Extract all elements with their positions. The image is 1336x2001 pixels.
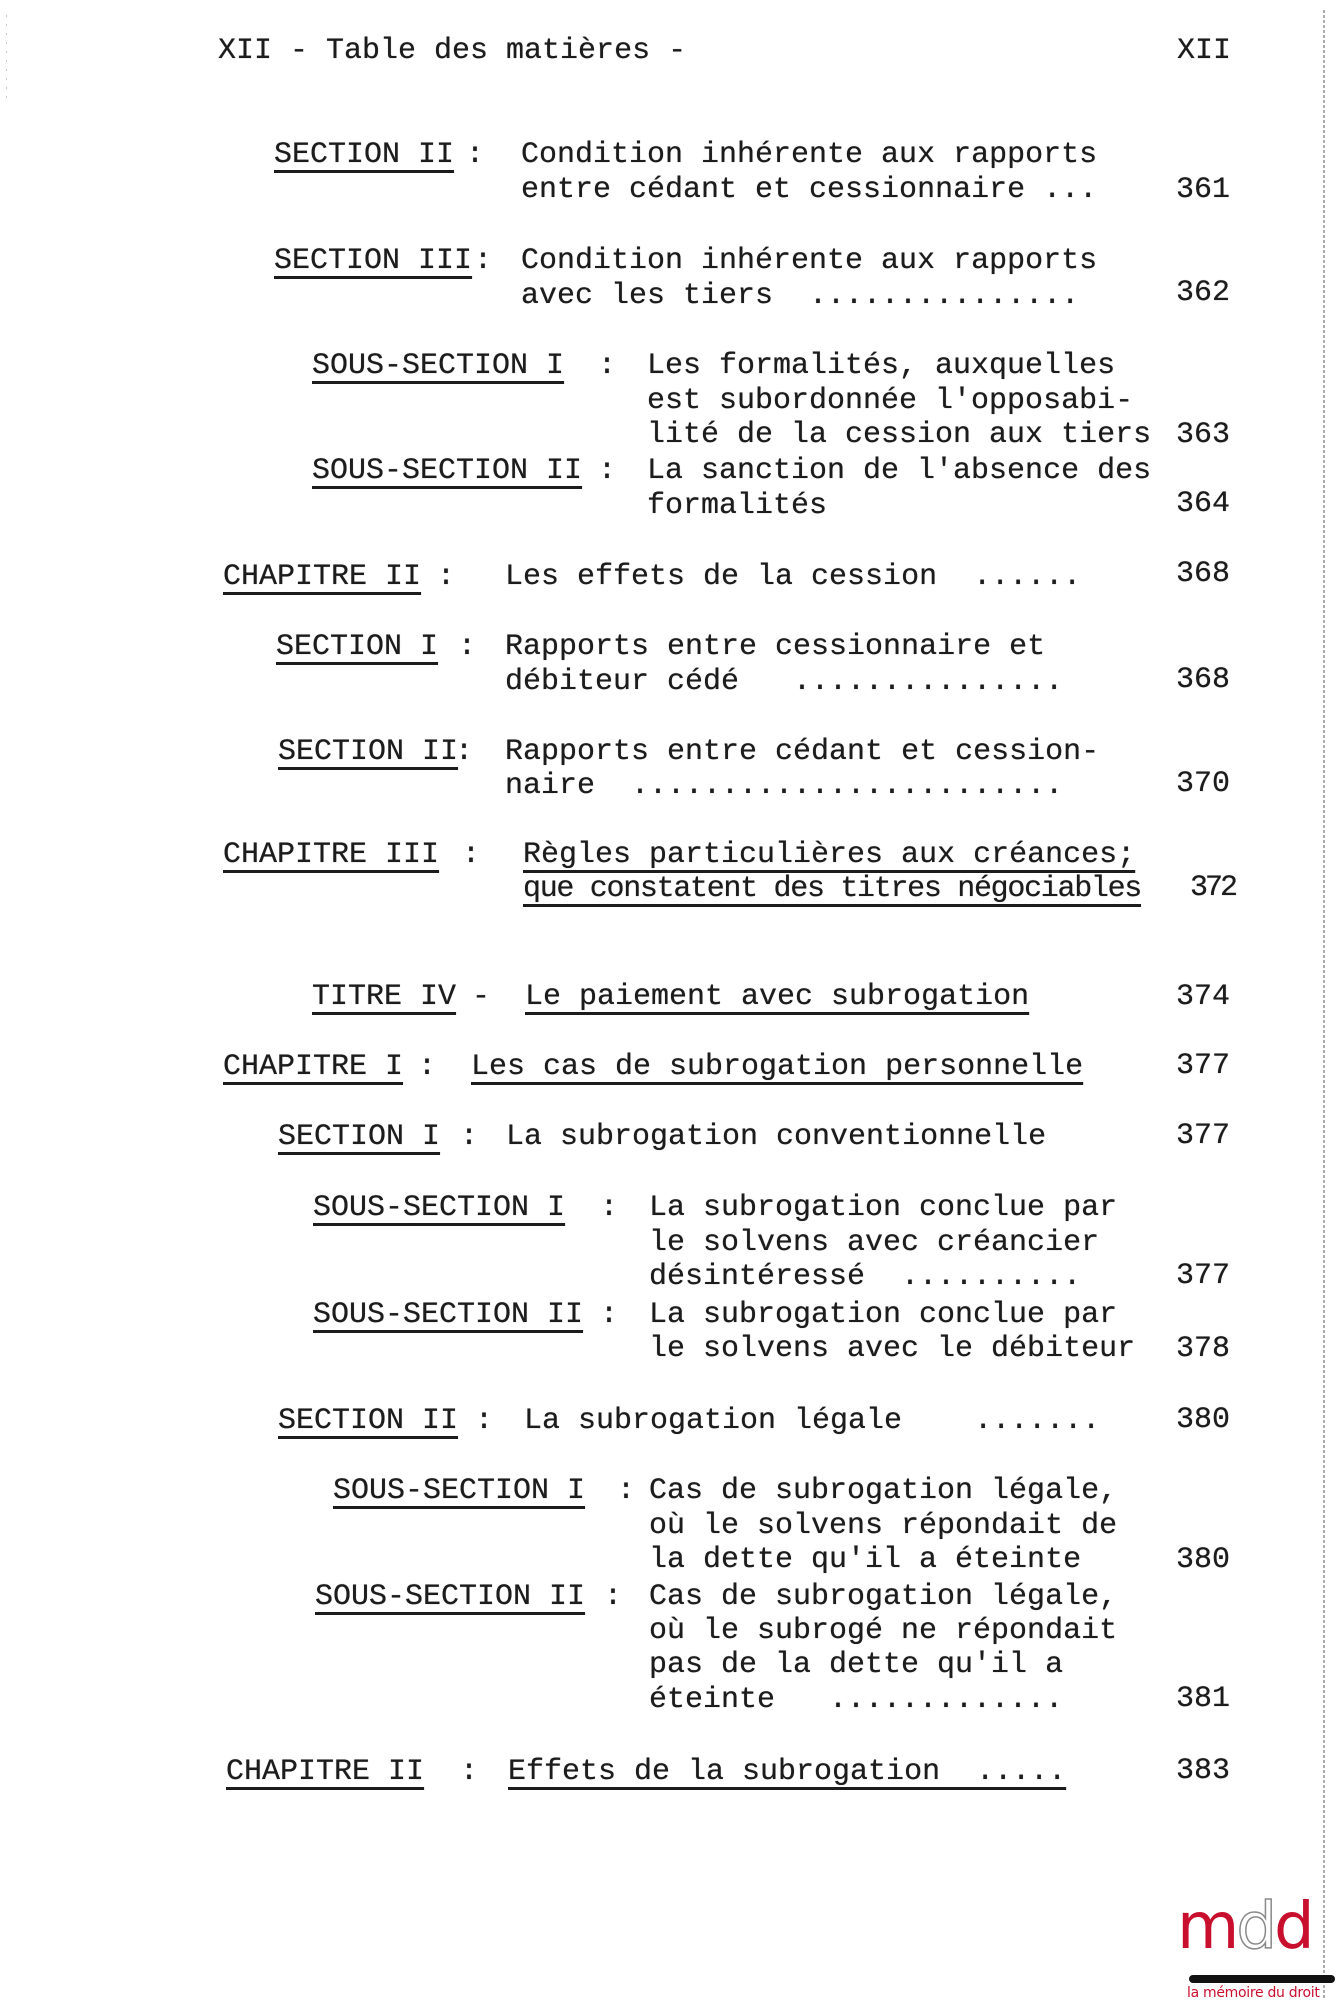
logo-letter-m: m (1177, 1890, 1237, 1964)
toc-separator: : (617, 1474, 636, 1508)
toc-label: SOUS-SECTION I (313, 1191, 566, 1225)
toc-label: SECTION III (274, 244, 473, 278)
toc-page-number: 368 (1175, 557, 1230, 591)
toc-label: SOUS-SECTION II (315, 1580, 586, 1614)
toc-text-line: La subrogation conventionnelle (506, 1120, 1047, 1154)
toc-label: SECTION II (278, 735, 459, 769)
toc-label: SECTION I (278, 1120, 441, 1154)
toc-page-number: 370 (1175, 767, 1230, 801)
toc-separator: : (460, 1755, 479, 1789)
toc-separator: - (472, 980, 491, 1014)
toc-page-number: 364 (1175, 487, 1230, 521)
toc-text-line: Condition inhérente aux rapports (521, 244, 1098, 278)
toc-text-line: le solvens avec créancier (649, 1226, 1100, 1260)
logo-bar (1189, 1975, 1335, 1983)
logo-letter-d: d (1273, 1890, 1312, 1964)
toc-text-line: où le solvens répondait de (649, 1509, 1118, 1543)
toc-text-line: Condition inhérente aux rapports (521, 138, 1098, 172)
toc-separator: : (437, 560, 456, 594)
toc-label: SOUS-SECTION I (312, 349, 565, 383)
toc-separator: : (600, 1298, 619, 1332)
toc-text-line: éteinte ............. (649, 1683, 1064, 1717)
toc-page-number: 381 (1175, 1682, 1230, 1716)
logo-letter-d-outline: d (1236, 1890, 1274, 1964)
toc-separator: : (475, 1404, 494, 1438)
toc-text-line: débiteur cédé ............... (505, 665, 1064, 699)
toc-label: CHAPITRE II (223, 560, 422, 594)
toc-text-line: le solvens avec le débiteur (649, 1332, 1136, 1366)
toc-text-line: Rapports entre cédant et cession- (505, 735, 1100, 769)
page-header-title: XII - Table des matières - (218, 34, 687, 68)
toc-separator: : (474, 244, 493, 278)
toc-page-number: 383 (1175, 1754, 1230, 1788)
toc-separator: : (462, 838, 481, 872)
toc-page-number: 380 (1175, 1403, 1230, 1437)
logo-wordmark (1177, 1890, 1312, 1964)
toc-text-line: que constatent des titres négociables (523, 872, 1142, 906)
toc-separator: : (458, 630, 477, 664)
toc-text-line: Les formalités, auxquelles (647, 349, 1116, 383)
toc-text-line: Effets de la subrogation ..... (508, 1755, 1067, 1789)
toc-text-line: avec les tiers ............... (521, 279, 1080, 313)
toc-label: SOUS-SECTION I (333, 1474, 586, 1508)
scan-edge-right (1323, 10, 1325, 2000)
toc-text-line: formalités (647, 489, 828, 523)
toc-text-line: où le subrogé ne répondait (649, 1614, 1118, 1648)
toc-text-line: Règles particulières aux créances; (523, 838, 1136, 872)
toc-page-number: 361 (1175, 173, 1230, 207)
toc-separator: : (466, 138, 485, 172)
toc-text-line: est subordonnée l'opposabi- (647, 384, 1134, 418)
toc-text-line: La sanction de l'absence des (647, 454, 1152, 488)
toc-text-line: pas de la dette qu'il a (649, 1648, 1064, 1682)
toc-text-line: lité de la cession aux tiers (647, 418, 1152, 452)
toc-separator: : (598, 454, 617, 488)
toc-text-line: Les cas de subrogation personnelle (471, 1050, 1084, 1084)
toc-label: SECTION I (276, 630, 439, 664)
toc-text-line: Cas de subrogation légale, (649, 1474, 1118, 1508)
scan-edge-left (6, 15, 7, 105)
toc-page-number: 363 (1175, 418, 1230, 452)
toc-text-line: Cas de subrogation légale, (649, 1580, 1118, 1614)
toc-text-line: Les effets de la cession ...... (505, 560, 1082, 594)
toc-text-line: désintéressé .......... (649, 1260, 1082, 1294)
page-header-number: XII (1177, 34, 1232, 68)
toc-label: CHAPITRE II (226, 1755, 425, 1789)
toc-page-number: 377 (1175, 1119, 1230, 1153)
toc-page-number: 378 (1175, 1332, 1230, 1366)
toc-text-line: La subrogation conclue par (649, 1191, 1118, 1225)
mdd-logo (1177, 1890, 1329, 2001)
toc-label: CHAPITRE III (223, 838, 440, 872)
toc-text-line: naire ........................ (505, 769, 1064, 803)
toc-separator: : (460, 1120, 479, 1154)
toc-label: SECTION II (274, 138, 455, 172)
toc-page-number: 362 (1175, 276, 1230, 310)
toc-label: SECTION II (278, 1404, 459, 1438)
toc-page-number: 377 (1175, 1049, 1230, 1083)
toc-text-line: La subrogation conclue par (649, 1298, 1118, 1332)
toc-label: TITRE IV (312, 980, 457, 1014)
toc-page-number: 374 (1175, 980, 1230, 1014)
toc-separator: : (598, 349, 617, 383)
toc-separator: : (604, 1580, 623, 1614)
toc-page-number: 380 (1175, 1543, 1230, 1577)
toc-text-line: entre cédant et cessionnaire ... (521, 173, 1098, 207)
logo-tagline: la mémoire du droit (1187, 1985, 1320, 2001)
toc-page-number: 368 (1175, 663, 1230, 697)
toc-text-line: Le paiement avec subrogation (525, 980, 1030, 1014)
toc-separator: : (418, 1050, 437, 1084)
toc-page-number: 377 (1175, 1259, 1230, 1293)
toc-separator: : (600, 1191, 619, 1225)
toc-text-line: la dette qu'il a éteinte (649, 1543, 1082, 1577)
toc-separator: : (455, 735, 474, 769)
toc-text-line: La subrogation légale ....... (524, 1404, 1101, 1438)
toc-label: CHAPITRE I (223, 1050, 404, 1084)
toc-page-number: 372 (1189, 871, 1235, 905)
toc-label: SOUS-SECTION II (313, 1298, 584, 1332)
toc-text-line: Rapports entre cessionnaire et (505, 630, 1046, 664)
toc-label: SOUS-SECTION II (312, 454, 583, 488)
